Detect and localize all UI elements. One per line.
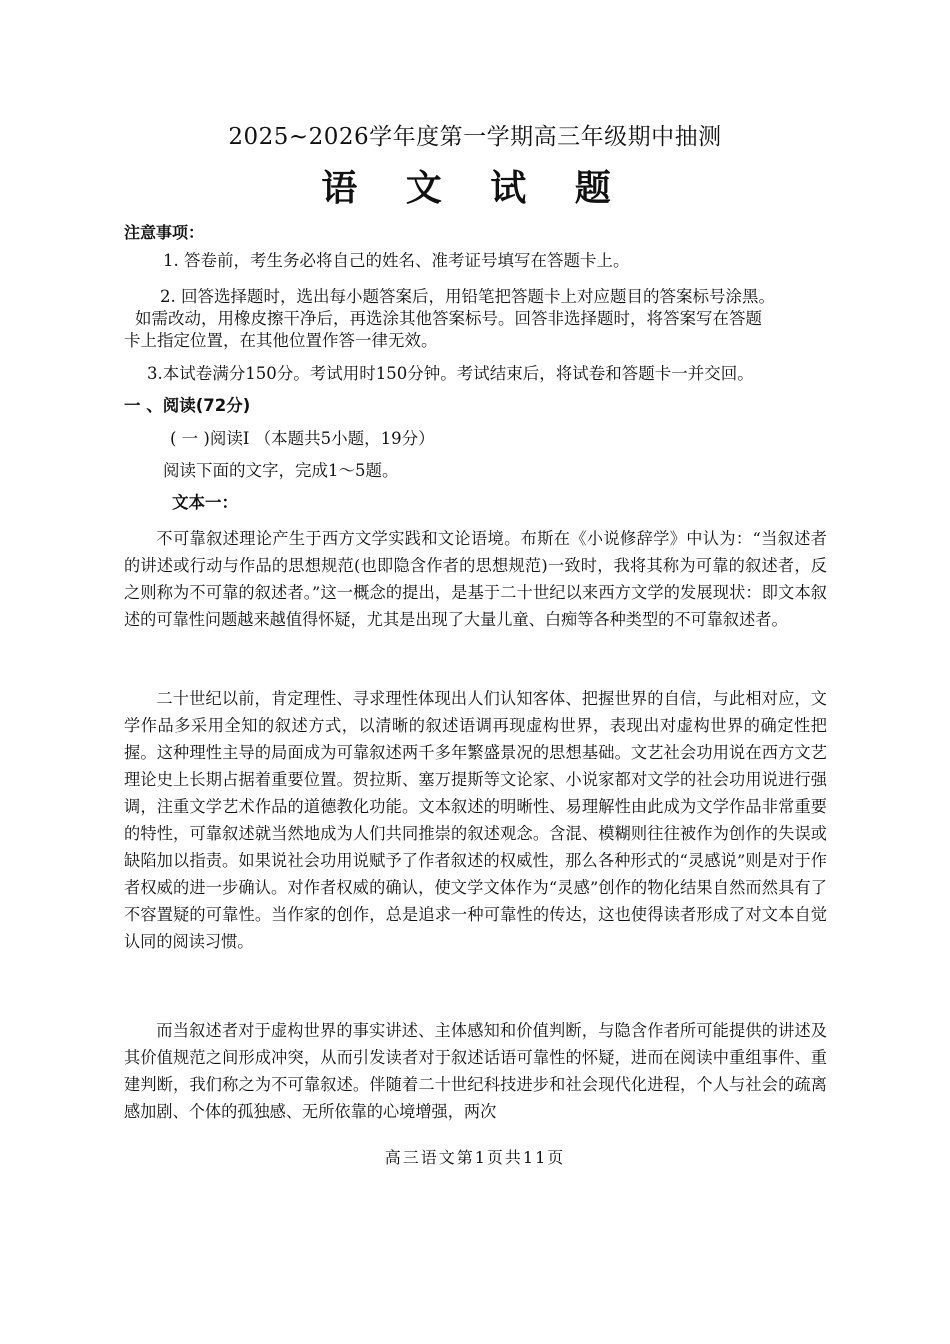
passage-paragraph-3: 而当叙述者对于虚构世界的事实讲述、主体感知和价值判断，与隐含作者所可能提供的讲述及其价值规范之间形成冲突，从而引发读者对于叙述话语可靠性的怀疑，进而在阅读中重组事件、重建判断，我们称之为不可靠叙述。伴随着二十世纪科技进步和社会现代化进程，个人与社会的疏离感加剧、个体的孤独感、无所依靠的心境增强，两次 bbox=[124, 1021, 827, 1121]
notice-heading: 注意事项： bbox=[124, 223, 205, 242]
page-footer: 高三语文第1页共11页 bbox=[384, 1148, 566, 1167]
passage-paragraph-2: 二十世纪以前，肯定理性、寻求理性体现出人们认知客体、把握世界的自信，与此相对应，文学作品多采用全知的叙述方式，以清晰的叙述语调再现虚构世界，表现出对虚构世界的确定性把握。这种理性主导的局面成为可靠叙述两千多年繁盛景况的思想基础。文艺社会功用说在西方文艺理论史上长期占据着重要位置。贺拉斯、塞万提斯等文论家、小说家都对文学的社会功用说进行强调，注重文学艺术作品的道德教化功能。文本叙述的明晰性、易理解性由此成为文学作品非常重要的特性，可靠叙述就当然地成为人们共同推崇的叙述观念。含混、模糊则往往被作为创作的失误或缺陷加以指责。如果说社会功用说赋予了作者叙述的权威性，那么各种形式的“灵感说”则是对于作者权威的进一步确认。对作者权威的确认，使文学文体作为“灵感”创作的物化结果自然而然具有了不容置疑的可靠性。当作家的创作，总是追求一种可靠性的传达，这也使得读者形成了对文本自觉认同的阅读习惯。 bbox=[124, 689, 827, 951]
subject-title: 语 文 试 题 bbox=[321, 168, 629, 209]
text-one-label: 文本一： bbox=[172, 493, 238, 512]
notice-item-2-line-2: 如需改动，用橡皮擦干净后，再选涂其他答案标号。回答非选择题时，将答案写在答题 bbox=[135, 309, 762, 328]
exam-header-line: 2025~2026学年度第一学期高三年级期中抽测 bbox=[228, 124, 722, 150]
sub-section-heading: ( 一 )阅读Ⅰ （本题共5小题，19分） bbox=[170, 429, 435, 448]
notice-item-2-line-3: 卡上指定位置，在其他位置作答一律无效。 bbox=[124, 331, 438, 350]
reading-instruction: 阅读下面的文字，完成1～5题。 bbox=[163, 461, 399, 480]
notice-item-1: 1. 答卷前，考生务必将自己的姓名、准考证号填写在答题卡上。 bbox=[163, 251, 630, 270]
notice-item-3: 3.本试卷满分150分。考试用时150分钟。考试结束后，将试卷和答题卡一并交回。 bbox=[147, 364, 754, 383]
section-heading: 一 、阅读(72分) bbox=[124, 396, 251, 415]
notice-item-2-line-1: 2. 回答选择题时，选出每小题答案后，用铅笔把答题卡上对应题目的答案标号涂黑。 bbox=[160, 287, 775, 306]
passage-paragraph-1: 不可靠叙述理论产生于西方文学实践和文论语境。布斯在《小说修辞学》中认为：“当叙述者的讲述或行动与作品的思想规范(也即隐含作者的思想规范)一致时，我将其称为可靠的叙述者，反之则称为不可靠的叙述者。”这一概念的提出，是基于二十世纪以来西方文学的发展现状：即文本叙述的可靠性问题越来越值得怀疑，尤其是出现了大量儿童、白痴等各种类型的不可靠叙述者。 bbox=[124, 529, 827, 629]
